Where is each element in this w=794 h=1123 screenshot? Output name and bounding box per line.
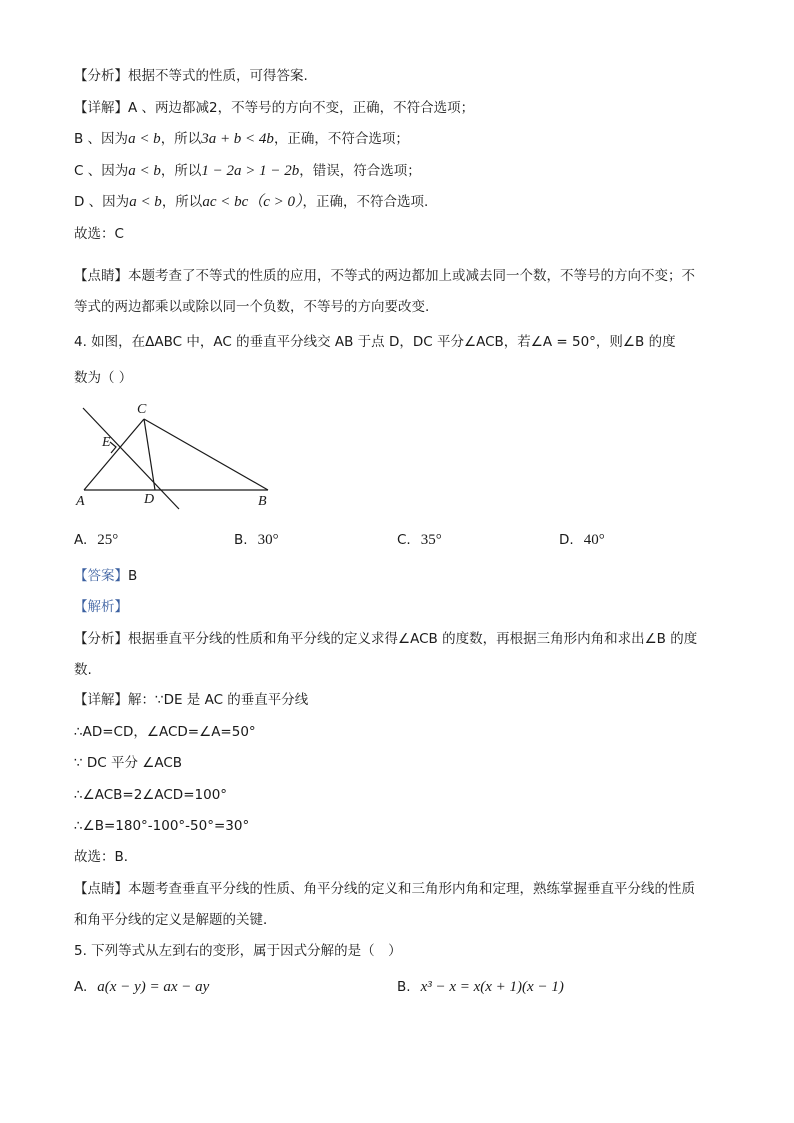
q4-detail-text: 解：∵DE 是 AC 的垂直平分线 — [128, 692, 309, 708]
q4-analysis-tag: 【分析】 — [74, 631, 128, 647]
detail-line-d — [74, 192, 428, 212]
perpendicular-bisector — [83, 408, 179, 509]
option-d — [559, 530, 605, 550]
option-c — [397, 530, 442, 550]
right-angle-mark — [110, 442, 116, 453]
q4-choice-line: 故选：B． — [74, 849, 138, 865]
option-a — [74, 530, 118, 550]
line-b-mid: ，所以 — [160, 131, 202, 147]
q4-detail-line-1 — [74, 690, 308, 710]
segment-cb — [144, 419, 268, 490]
option-a-value: 25° — [97, 532, 119, 548]
option-a-key: A. — [74, 532, 88, 548]
segment-ac — [84, 419, 144, 490]
q5-option-b-key: B. — [397, 979, 411, 995]
line-b-suffix: ，正确，不符合选项； — [273, 131, 409, 147]
math-a-lt-b: a < b — [129, 194, 162, 210]
question-4-stem: 4. 如图，在ΔABC 中，AC 的垂直平分线交 AB 于点 D，DC 平分∠ACB，若∠A = 50°，则∠B 的度 — [74, 334, 676, 350]
q4-analysis-line-1 — [74, 629, 697, 649]
q4-detail-line-3: ∵ DC 平分 ∠ACB — [74, 755, 183, 771]
label-b: B — [258, 494, 267, 509]
jiexi-tag: 【解析】 — [74, 599, 128, 615]
triangle-figure — [70, 398, 290, 518]
line-c-suffix: ，错误，符合选项； — [299, 163, 421, 179]
comment-line-1 — [74, 266, 695, 286]
option-c-value: 35° — [420, 532, 442, 548]
analysis-tag: 【分析】 — [74, 68, 128, 84]
line-c-mid: ，所以 — [160, 163, 202, 179]
label-c: C — [137, 402, 147, 417]
comment-line-2: 等式的两边都乘以或除以同一个负数，不等号的方向要改变. — [74, 299, 430, 315]
detail-tag: 【详解】 — [74, 100, 128, 116]
line-c-prefix: C 、因为 — [74, 163, 129, 179]
label-a: A — [76, 494, 85, 509]
question-5-stem: 5. 下列等式从左到右的变形，属于因式分解的是（ ） — [74, 943, 402, 959]
line-d-suffix: ，正确，不符合选项. — [302, 194, 429, 210]
math-expr: 1 − 2a > 1 − 2b — [201, 163, 300, 179]
q4-comment-text: 本题考查垂直平分线的性质、角平分线的定义和三角形内角和定理，熟练掌握垂直平分线的性质 — [128, 881, 695, 897]
detail-line-c — [74, 161, 421, 181]
comment-text: 本题考查了不等式的性质的应用，不等式的两边都加上或减去同一个数，不等号的方向不变；不 — [128, 268, 695, 284]
math-expr: 3a + b < 4b — [201, 131, 274, 147]
option-d-key: D. — [559, 532, 574, 548]
detail-option-a: A 、两边都减2，不等号的方向不变，正确，不符合选项； — [128, 100, 475, 116]
analysis-text: 根据不等式的性质，可得答案. — [128, 68, 308, 84]
segment-cd — [144, 419, 155, 490]
q5-option-a-value: a(x − y) = ax − ay — [97, 979, 210, 995]
option-b-key: B. — [234, 532, 248, 548]
question-4-stem-2: 数为（ ） — [74, 370, 133, 386]
detail-line-b — [74, 129, 409, 149]
analysis-line — [74, 66, 308, 86]
q5-option-b — [397, 977, 564, 997]
q4-comment-tag: 【点睛】 — [74, 881, 128, 897]
q4-detail-tag: 【详解】 — [74, 692, 128, 708]
math-a-lt-b: a < b — [128, 131, 161, 147]
detail-line-a — [74, 98, 474, 118]
line-b-prefix: B 、因为 — [74, 131, 129, 147]
q4-detail-line-5: ∴∠B=180°-100°-50°=30° — [74, 818, 250, 834]
answer-tag: 【答案】 — [74, 568, 128, 584]
comment-tag: 【点睛】 — [74, 268, 128, 284]
option-d-value: 40° — [583, 532, 605, 548]
math-a-lt-b: a < b — [128, 163, 161, 179]
q5-option-a — [74, 977, 209, 997]
label-e: E — [102, 435, 111, 450]
q4-detail-line-2: ∴AD=CD，∠ACD=∠A=50° — [74, 724, 256, 740]
q5-option-b-value: x³ − x = x(x + 1)(x − 1) — [420, 979, 564, 995]
q4-analysis-line-2: 数. — [74, 662, 92, 678]
q4-analysis-text: 根据垂直平分线的性质和角平分线的定义求得∠ACB 的度数，再根据三角形内角和求出∠B 的度 — [128, 631, 698, 647]
math-condition: （c > 0） — [248, 194, 303, 210]
line-d-mid: ，所以 — [161, 194, 203, 210]
option-b — [234, 530, 279, 550]
answer-line — [74, 566, 137, 586]
label-d: D — [144, 492, 155, 507]
choice-line: 故选：C — [74, 226, 124, 242]
option-c-key: C. — [397, 532, 411, 548]
math-expr: ac < bc — [202, 194, 249, 210]
answer-value: B — [128, 568, 138, 584]
q4-comment-line-1 — [74, 879, 695, 899]
q5-option-a-key: A. — [74, 979, 88, 995]
q4-comment-line-2: 和角平分线的定义是解题的关键． — [74, 912, 277, 928]
option-b-value: 30° — [257, 532, 279, 548]
q4-detail-line-4: ∴∠ACB=2∠ACD=100° — [74, 787, 228, 803]
line-d-prefix: D 、因为 — [74, 194, 130, 210]
